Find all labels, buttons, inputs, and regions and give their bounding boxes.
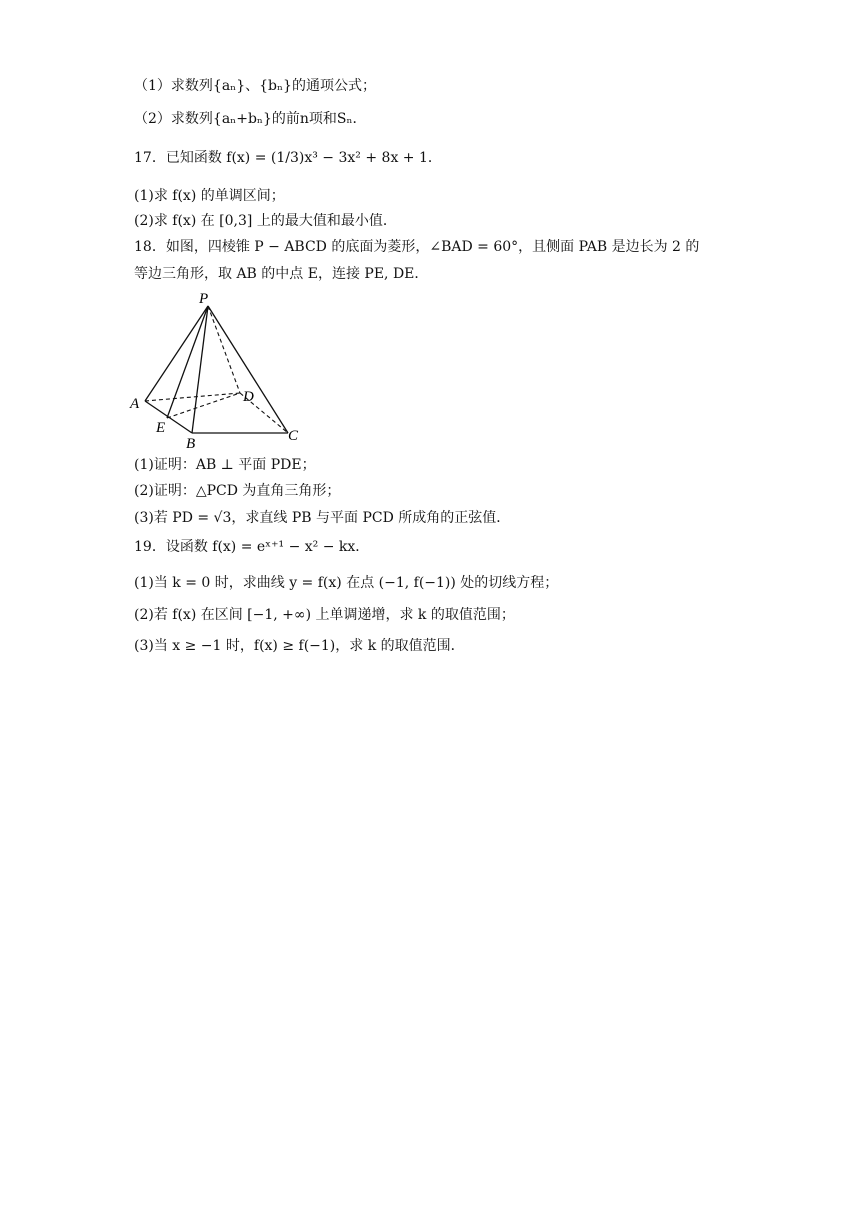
line-9: (2)证明：△PCD 为直角三角形； [134,483,341,499]
edge-ED [167,393,240,418]
label-B: B [186,436,196,450]
edge-AD [145,393,240,401]
label-C: C [288,428,299,444]
line-8: (1)证明：AB ⊥ 平面 PDE； [134,457,316,473]
line-13: (2)若 f(x) 在区间 [−1, +∞) 上单调递增，求 k 的取值范围； [134,607,515,623]
edge-PB [192,306,208,433]
label-D: D [243,389,254,405]
pyramid-figure [128,290,308,450]
line-5: (2)求 f(x) 在 [0,3] 上的最大值和最小值． [134,213,397,229]
edge-PE [167,306,208,418]
line-4: (1)求 f(x) 的单调区间； [134,188,285,204]
label-A: A [130,396,140,412]
line-14: (3)当 x ≥ −1 时，f(x) ≥ f(−1)，求 k 的取值范围． [134,638,465,654]
label-P: P [199,291,209,307]
line-12: (1)当 k = 0 时，求曲线 y = f(x) 在点 (−1, f(−1)) 处的切线方程； [134,575,559,591]
line-2: （2）求数列{aₙ+bₙ}的前n项和Sₙ． [134,111,367,127]
line-7: 等边三角形，取 AB 的中点 E，连接 PE, DE． [134,266,429,282]
line-6: 18．如图，四棱锥 P − ABCD 的底面为菱形，∠BAD = 60°，且侧面 PAB 是边长为 2 的 [134,239,700,255]
label-E: E [156,420,166,436]
line-10: (3)若 PD = √3，求直线 PB 与平面 PCD 所成角的正弦值． [134,510,511,526]
line-3: 17．已知函数 f(x) = (1/3)x³ − 3x² + 8x + 1． [134,150,442,166]
line-11: 19．设函数 f(x) = eˣ⁺¹ − x² − kx． [134,539,370,555]
edge-PA [145,306,208,401]
edge-PC [208,306,288,433]
line-1: （1）求数列{aₙ}、{bₙ}的通项公式； [134,78,376,94]
